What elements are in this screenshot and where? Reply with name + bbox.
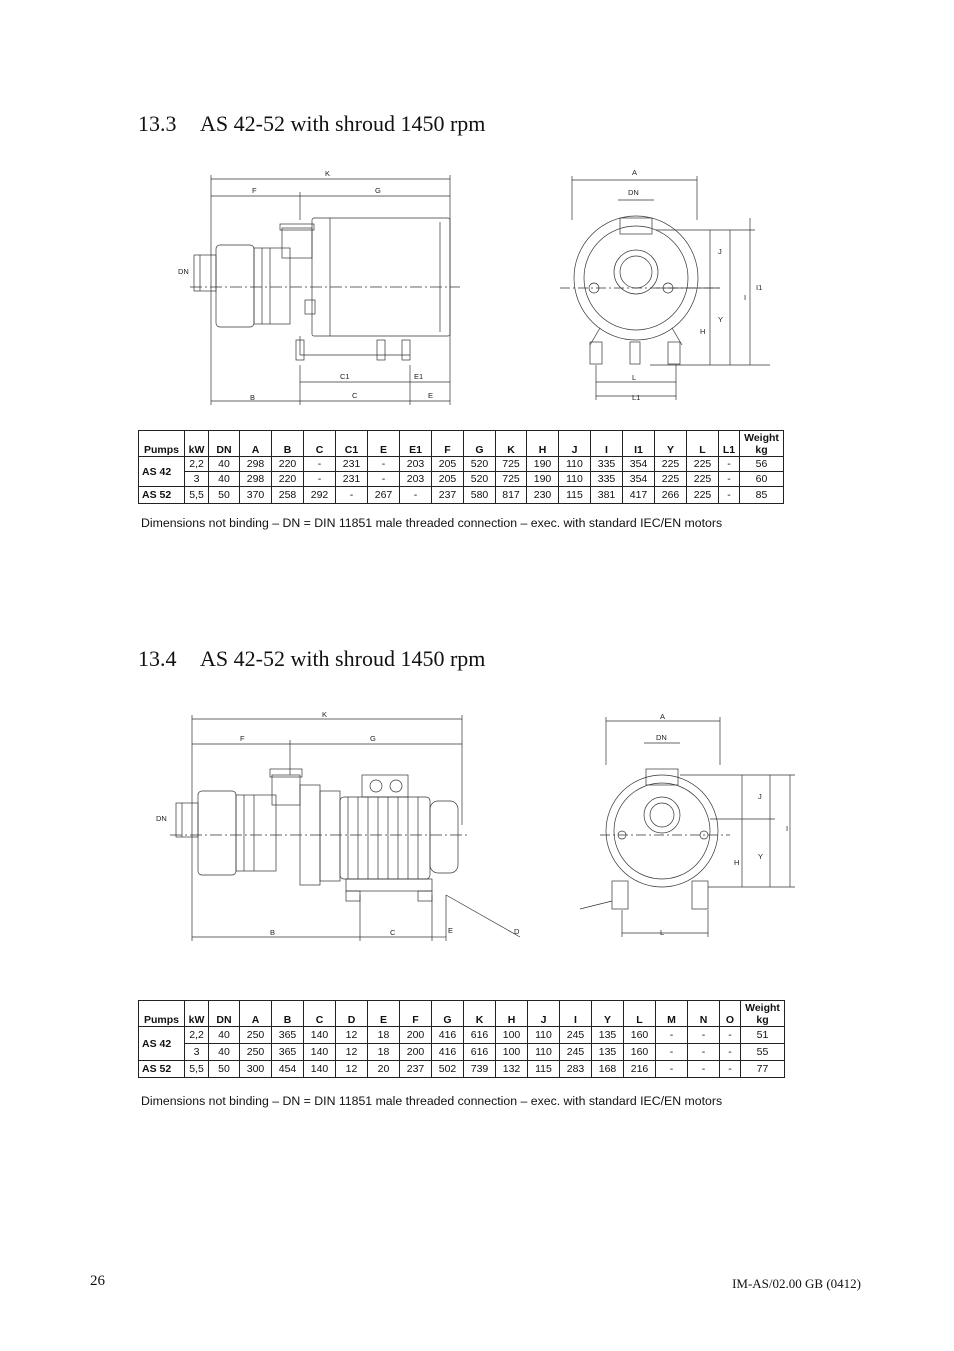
- column-header: E: [368, 431, 400, 457]
- table-cell: 454: [272, 1061, 304, 1078]
- table-cell: 160: [624, 1044, 656, 1061]
- table-cell: 85: [740, 487, 784, 504]
- table-cell: 267: [368, 487, 400, 504]
- column-header: J: [559, 431, 591, 457]
- table-cell: 245: [560, 1027, 592, 1044]
- table-cell: 266: [655, 487, 687, 504]
- table-cell: 298: [240, 457, 272, 472]
- table-cell: -: [304, 457, 336, 472]
- table-cell: 354: [623, 457, 655, 472]
- table-cell: 200: [400, 1044, 432, 1061]
- table-cell: 203: [400, 472, 432, 487]
- front-view-drawing-13-3: [560, 160, 780, 410]
- column-header: D: [336, 1001, 368, 1027]
- dim-label: E: [448, 926, 454, 935]
- dim-label: DN: [156, 814, 167, 823]
- table-cell: 417: [623, 487, 655, 504]
- column-header: Weight kg: [740, 431, 784, 457]
- table-cell: 520: [464, 472, 496, 487]
- column-header: C1: [336, 431, 368, 457]
- dim-label: B: [270, 928, 276, 937]
- table-cell: 40: [209, 1044, 240, 1061]
- dim-label: Y: [758, 852, 764, 861]
- column-header: H: [527, 431, 559, 457]
- section-number: 13.3: [138, 111, 177, 136]
- dim-label: DN: [178, 267, 189, 276]
- table-cell: -: [400, 487, 432, 504]
- table-cell: 140: [304, 1061, 336, 1078]
- table-cell: 725: [496, 457, 527, 472]
- table-cell: 77: [741, 1061, 785, 1078]
- table-cell: 300: [240, 1061, 272, 1078]
- dim-label: I: [786, 824, 789, 833]
- table-row: [139, 487, 784, 504]
- table-cell: 616: [464, 1044, 496, 1061]
- table-cell: 12: [336, 1027, 368, 1044]
- table-cell: 220: [272, 472, 304, 487]
- section-heading-13-3: [138, 111, 485, 137]
- table-cell: -: [656, 1061, 688, 1078]
- table-cell: 60: [740, 472, 784, 487]
- table-cell: -: [688, 1044, 720, 1061]
- dim-label: G: [370, 734, 376, 743]
- column-header: K: [496, 431, 527, 457]
- table-cell: 298: [240, 472, 272, 487]
- column-header: I: [560, 1001, 592, 1027]
- table-cell: 258: [272, 487, 304, 504]
- dimensions-table-13-3: [138, 430, 784, 504]
- table-cell: 20: [368, 1061, 400, 1078]
- table-cell: 110: [559, 472, 591, 487]
- column-header: I: [591, 431, 623, 457]
- table-cell: 110: [559, 457, 591, 472]
- table-cell: 190: [527, 457, 559, 472]
- table-cell: 245: [560, 1044, 592, 1061]
- pump-cell: AS 52: [139, 487, 185, 504]
- table-cell: -: [720, 1027, 741, 1044]
- table-cell: 230: [527, 487, 559, 504]
- table-cell: 55: [741, 1044, 785, 1061]
- table-cell: 18: [368, 1044, 400, 1061]
- table-cell: 160: [624, 1027, 656, 1044]
- table-cell: 225: [687, 487, 719, 504]
- table-header-row: [139, 1001, 785, 1027]
- table-cell: 739: [464, 1061, 496, 1078]
- table-cell: -: [368, 472, 400, 487]
- table-cell: -: [688, 1061, 720, 1078]
- pump-cell: AS 52: [139, 1061, 185, 1078]
- pump-cell: AS 42: [139, 1027, 185, 1061]
- column-header: Pumps: [139, 431, 185, 457]
- document-reference: IM-AS/02.00 GB (0412): [732, 1276, 861, 1291]
- table-cell: -: [688, 1027, 720, 1044]
- column-header: DN: [209, 1001, 240, 1027]
- table-cell: -: [368, 457, 400, 472]
- dim-label: L: [660, 928, 665, 937]
- column-header: Weight kg: [741, 1001, 785, 1027]
- table-cell: 50: [209, 1061, 240, 1078]
- table-cell: 520: [464, 457, 496, 472]
- dim-label: F: [252, 186, 257, 195]
- table-cell: -: [719, 472, 740, 487]
- table-cell: 50: [209, 487, 240, 504]
- column-header: K: [464, 1001, 496, 1027]
- table-cell: 205: [432, 472, 464, 487]
- table-cell: 18: [368, 1027, 400, 1044]
- table-cell: -: [719, 457, 740, 472]
- column-header: Y: [592, 1001, 624, 1027]
- column-header: E1: [400, 431, 432, 457]
- column-header: O: [720, 1001, 741, 1027]
- table-cell: 354: [623, 472, 655, 487]
- column-header: N: [688, 1001, 720, 1027]
- section-number: 13.4: [138, 646, 177, 671]
- table-row: [139, 1044, 785, 1061]
- column-header: B: [272, 431, 304, 457]
- table-cell: 250: [240, 1027, 272, 1044]
- table-cell: 416: [432, 1044, 464, 1061]
- column-header: F: [400, 1001, 432, 1027]
- dim-label: B: [250, 393, 256, 402]
- table-row: [139, 1061, 785, 1078]
- table-cell: 250: [240, 1044, 272, 1061]
- table-cell: 56: [740, 457, 784, 472]
- column-header: Y: [655, 431, 687, 457]
- dim-label: G: [375, 186, 381, 195]
- table-cell: 5,5: [185, 487, 209, 504]
- table-cell: 237: [400, 1061, 432, 1078]
- column-header: G: [464, 431, 496, 457]
- dim-label: K: [322, 710, 328, 719]
- table-cell: 231: [336, 457, 368, 472]
- page-number: 26: [90, 1273, 105, 1289]
- dim-label: J: [718, 247, 722, 256]
- table-cell: 335: [591, 457, 623, 472]
- dim-label: K: [325, 169, 331, 178]
- column-header: L: [687, 431, 719, 457]
- table-cell: 115: [559, 487, 591, 504]
- table-cell: 231: [336, 472, 368, 487]
- column-header: G: [432, 1001, 464, 1027]
- column-header: A: [240, 1001, 272, 1027]
- table-cell: 220: [272, 457, 304, 472]
- table-cell: 132: [496, 1061, 528, 1078]
- table-cell: 817: [496, 487, 527, 504]
- table-cell: 140: [304, 1027, 336, 1044]
- table-cell: 3: [185, 472, 209, 487]
- dim-label: H: [700, 327, 706, 336]
- dim-label: H: [734, 858, 740, 867]
- table-cell: 370: [240, 487, 272, 504]
- side-view-drawing-13-4: [150, 705, 550, 945]
- table-cell: 140: [304, 1044, 336, 1061]
- dim-label: D: [514, 927, 520, 936]
- dim-label: A: [660, 712, 666, 721]
- column-header: H: [496, 1001, 528, 1027]
- table-cell: -: [336, 487, 368, 504]
- table-cell: -: [720, 1044, 741, 1061]
- table-cell: 40: [209, 472, 240, 487]
- table-note: Dimensions not binding – DN = DIN 11851 male threaded connection – exec. with standard IEC/EN motors: [141, 516, 723, 530]
- table-cell: 100: [496, 1044, 528, 1061]
- table-cell: 200: [400, 1027, 432, 1044]
- column-header: kW: [185, 1001, 209, 1027]
- table-cell: 3: [185, 1044, 209, 1061]
- dim-label: I: [744, 293, 747, 302]
- dim-label: DN: [656, 733, 667, 742]
- table-cell: 12: [336, 1044, 368, 1061]
- table-cell: 216: [624, 1061, 656, 1078]
- table-cell: 365: [272, 1044, 304, 1061]
- table-cell: 283: [560, 1061, 592, 1078]
- table-cell: 580: [464, 487, 496, 504]
- table-cell: 725: [496, 472, 527, 487]
- table-cell: 616: [464, 1027, 496, 1044]
- front-view-drawing-13-4: [560, 705, 810, 945]
- column-header: B: [272, 1001, 304, 1027]
- table-cell: -: [656, 1027, 688, 1044]
- column-header: L1: [719, 431, 740, 457]
- table-row: [139, 457, 784, 472]
- table-cell: 225: [655, 472, 687, 487]
- table-cell: 2,2: [185, 1027, 209, 1044]
- table-cell: 168: [592, 1061, 624, 1078]
- column-header: A: [240, 431, 272, 457]
- table-cell: 205: [432, 457, 464, 472]
- table-cell: 12: [336, 1061, 368, 1078]
- pump-cell: AS 42: [139, 457, 185, 487]
- table-header-row: [139, 431, 784, 457]
- table-row: [139, 472, 784, 487]
- table-cell: 381: [591, 487, 623, 504]
- dim-label: L1: [632, 393, 641, 402]
- dim-label: E1: [414, 372, 424, 381]
- dim-label: C: [390, 928, 396, 937]
- table-cell: 225: [687, 472, 719, 487]
- table-cell: -: [656, 1044, 688, 1061]
- table-cell: -: [719, 487, 740, 504]
- section-title: AS 42-52 with shroud 1450 rpm: [200, 111, 486, 136]
- column-header: L: [624, 1001, 656, 1027]
- dim-label: J: [758, 792, 762, 801]
- table-cell: 190: [527, 472, 559, 487]
- column-header: DN: [209, 431, 240, 457]
- table-cell: 40: [209, 457, 240, 472]
- table-cell: 110: [528, 1044, 560, 1061]
- column-header: kW: [185, 431, 209, 457]
- column-header: I1: [623, 431, 655, 457]
- table-cell: -: [304, 472, 336, 487]
- table-cell: 135: [592, 1044, 624, 1061]
- table-cell: 51: [741, 1027, 785, 1044]
- column-header: C: [304, 431, 336, 457]
- table-cell: 502: [432, 1061, 464, 1078]
- table-cell: 225: [655, 457, 687, 472]
- table-cell: -: [720, 1061, 741, 1078]
- column-header: M: [656, 1001, 688, 1027]
- section-title: AS 42-52 with shroud 1450 rpm: [200, 646, 486, 671]
- table-cell: 135: [592, 1027, 624, 1044]
- dim-label: C1: [340, 372, 350, 381]
- dim-label: Y: [718, 315, 724, 324]
- section-heading-13-4: [138, 646, 485, 672]
- table-cell: 335: [591, 472, 623, 487]
- table-cell: 416: [432, 1027, 464, 1044]
- table-cell: 5,5: [185, 1061, 209, 1078]
- dim-label: E: [428, 391, 434, 400]
- table-note: Dimensions not binding – DN = DIN 11851 male threaded connection – exec. with standard IEC/EN motors: [141, 1094, 723, 1108]
- table-cell: 110: [528, 1027, 560, 1044]
- dim-label: I1: [756, 283, 763, 292]
- dim-label: C: [352, 391, 358, 400]
- column-header: F: [432, 431, 464, 457]
- column-header: J: [528, 1001, 560, 1027]
- dim-label: L: [632, 373, 637, 382]
- dimensions-table-13-4: [138, 1000, 785, 1078]
- table-cell: 225: [687, 457, 719, 472]
- table-cell: 100: [496, 1027, 528, 1044]
- dim-label: A: [632, 168, 638, 177]
- dim-label: DN: [628, 188, 639, 197]
- side-view-drawing-13-3: [170, 160, 470, 410]
- table-cell: 292: [304, 487, 336, 504]
- table-row: [139, 1027, 785, 1044]
- table-cell: 237: [432, 487, 464, 504]
- table-cell: 115: [528, 1061, 560, 1078]
- table-cell: 2,2: [185, 457, 209, 472]
- table-cell: 40: [209, 1027, 240, 1044]
- table-cell: 365: [272, 1027, 304, 1044]
- dim-label: F: [240, 734, 245, 743]
- column-header: C: [304, 1001, 336, 1027]
- column-header: Pumps: [139, 1001, 185, 1027]
- column-header: E: [368, 1001, 400, 1027]
- table-cell: 203: [400, 457, 432, 472]
